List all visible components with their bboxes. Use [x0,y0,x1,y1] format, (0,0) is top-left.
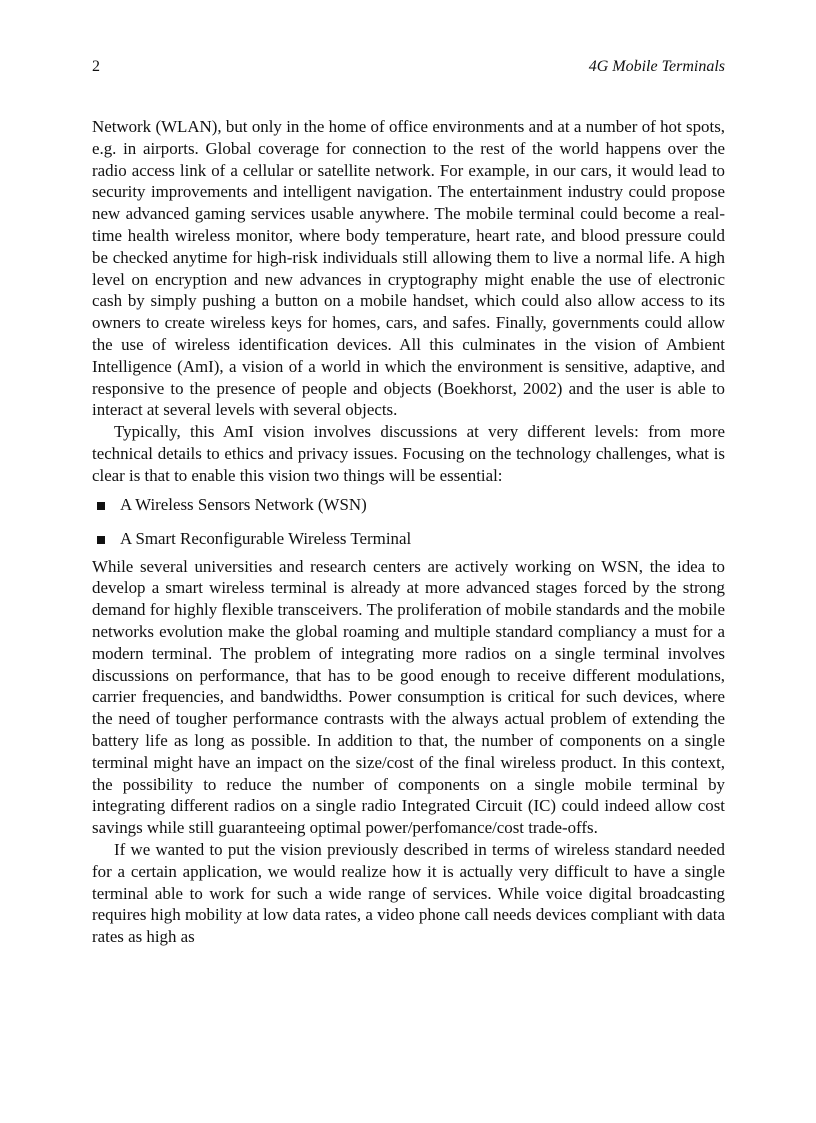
paragraph-3: While several universities and research centers are actively working on WSN, the idea to develop a smart wireless terminal is already at more advanced stages forced by the strong demand for highly flexible transceivers. The proliferation of mobile standards and the mobile networks evolution make the global roaming and multiple standard compliancy a must for a modern terminal. The problem of integrating more radios on a single terminal involves discussions on performance, that has to be good enough to receive different modulations, carrier frequencies, and bandwidths. Power consumption is critical for such devices, where the need of tougher performance contrasts with the always actual problem of extending the battery life as long as possible. In addition to that, the number of components on a single terminal might have an impact on the size/cost of the final wireless product. In this context, the possibility to reduce the number of components on a single mobile terminal by integrating different radios on a single radio Integrated Circuit (IC) could indeed allow cost savings while still guaranteeing optimal power/perfomance/cost trade-offs. [92,556,725,838]
running-header [92,58,725,78]
bullet-list [92,494,725,550]
paragraph-4: If we wanted to put the vision previously described in terms of wireless standard needed for a certain application, we would realize how it is actually very difficult to have a single terminal able to work for such a wide range of services. While voice digital broadcasting requires high mobility at low data rates, a video phone call needs devices compliant with data rates as high as [92,839,725,947]
bullet-item [92,528,725,550]
bullet-text: A Wireless Sensors Network (WSN) [120,494,367,514]
bullet-item [92,494,725,516]
page-number: 2 [92,58,100,75]
paragraph-2: Typically, this AmI vision involves discussions at very different levels: from more technical details to ethics and privacy issues. Focusing on the technology challenges, what is clear is that to enable this vision two things will be essential: [92,422,725,485]
square-bullet-icon [97,502,105,510]
paragraph-1: Network (WLAN), but only in the home of office environments and at a number of hot spots, e.g. in airports. Global coverage for connection to the rest of the world happens over the radio access link of a cellular or satellite network. For example, in our cars, it would lead to security improvements and intelligent navigation. The entertainment industry could propose new advanced gaming services usable anywhere. The mobile terminal could become a real-time health wireless monitor, where body temperature, heart rate, and blood pressure could be checked anytime for high-risk individuals still allowing them to live a normal life. A high level on encryption and new advances in cryptography might enable the use of electronic cash by simply pushing a button on a mobile handset, which could also allow access to its owners to create wireless keys for homes, cars, and safes. Finally, governments could allow the use of wireless identification devices. All this culminates in the vision of Ambient Intelligence (AmI), a vision of a world in which the environment is sensitive, adaptive, and responsive to the presence of people and objects (Boekhorst, 2002) and the user is able to interact at several levels with several objects. [92,117,725,420]
bullet-text: A Smart Reconfigurable Wireless Terminal [120,528,412,548]
book-title: 4G Mobile Terminals [588,58,725,75]
body-text [92,116,725,948]
square-bullet-icon [97,536,105,544]
